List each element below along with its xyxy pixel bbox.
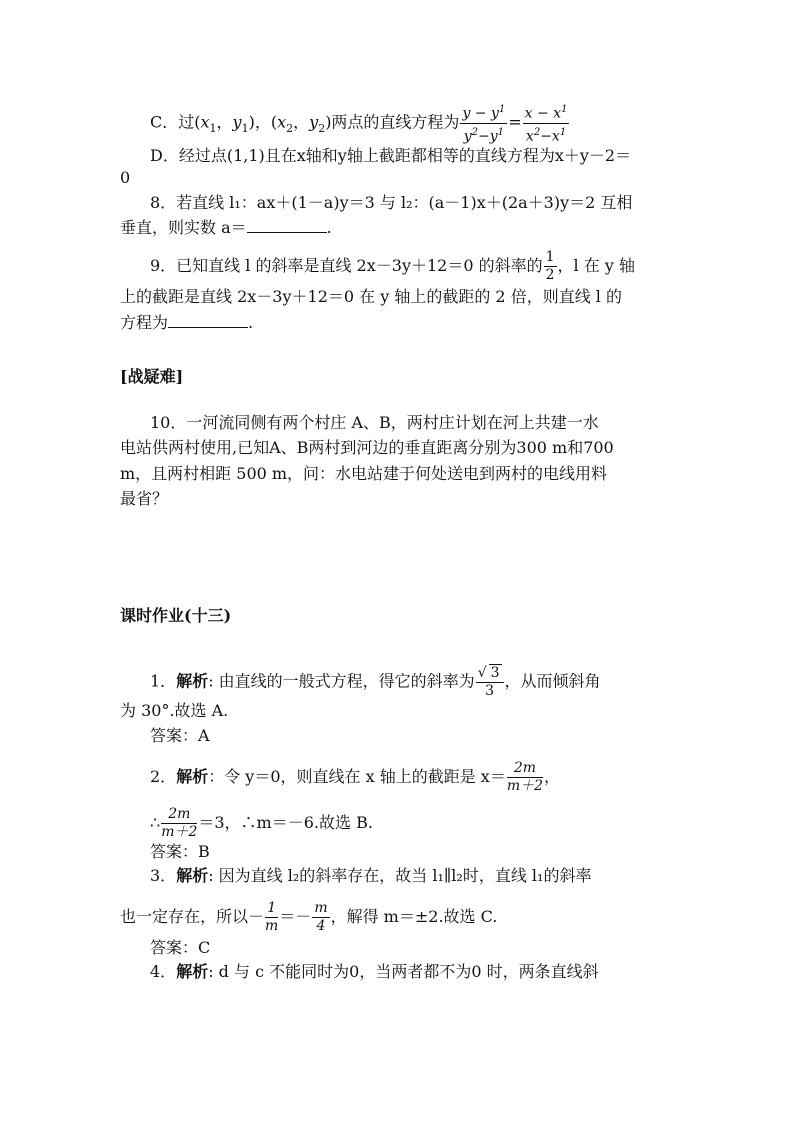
answer-2-text: ：令 y＝0，则直线在 x 轴上的截距是 x＝ <box>208 767 506 786</box>
period: . <box>248 313 254 332</box>
answer-4-text: : d 与 c 不能同时为0，当两者都不为0 时，两条直线斜 <box>208 962 599 981</box>
answer-3-text: : 因为直线 l₂的斜率存在，故当 l₁∥l₂时，直线 l₁的斜率 <box>208 866 592 885</box>
item-number: 2． <box>150 767 177 786</box>
item-number: 4． <box>150 962 177 981</box>
denominator: y <box>463 128 472 145</box>
denominator: 3 <box>485 683 495 699</box>
denominator: m＋2 <box>506 778 544 794</box>
option-c-prefix: C．过( <box>150 112 201 132</box>
answer-1-line2: 为 30°.故选 A. <box>120 701 229 720</box>
var-x2: x <box>277 112 287 132</box>
var-y2: y <box>309 112 319 132</box>
question-8-line1: 8．若直线 l₁：ax＋(1－a)y＝3 与 l₂：(a－1)x＋(2a＋3)y＝2 互相 <box>150 193 633 212</box>
analysis-label: 解析 <box>176 866 209 885</box>
comma: ， <box>544 767 561 786</box>
analysis-label: 解析 <box>176 671 209 691</box>
option-d-line1: D．经过点(1,1)且在x轴和y轴上截距都相等的直线方程为x＋y－2＝ <box>150 146 632 165</box>
question-9-text: 9．已知直线 l 的斜率是直线 2x－3y＋12＝0 的斜率的 <box>150 256 543 275</box>
denominator: 2 <box>545 267 555 283</box>
fraction-y: $\frac{y - y^1}{y^2-y^1}$ <box>460 101 507 145</box>
answer-2-result: 答案：B <box>150 842 210 861</box>
item-number: 3． <box>150 866 177 885</box>
item-number: 1． <box>150 671 177 691</box>
section-heading-homework: 课时作业(十三) <box>120 606 232 625</box>
question-8-line2 <box>120 218 676 238</box>
fraction-2m <box>161 806 197 841</box>
answer-1-result: 答案：A <box>150 726 210 745</box>
equals-sign: = <box>508 112 522 132</box>
answer-1-line1 <box>150 664 676 700</box>
question-9-text: 方程为 <box>120 313 169 332</box>
numerator: 1 <box>265 900 278 918</box>
fraction-2m <box>507 760 543 795</box>
analysis-label: 解析 <box>176 962 209 981</box>
var-x1: x <box>200 112 210 132</box>
numerator: 2m <box>507 760 543 778</box>
section-heading-hard: [战疑难] <box>120 367 184 386</box>
answer-1-text-post: ，从而倾斜角 <box>504 671 601 691</box>
answer-2-line2 <box>150 806 676 841</box>
question-9-line2: 上的截距是直线 2x－3y＋12＝0 在 y 轴上的截距的 2 倍，则直线 l 的 <box>120 287 622 306</box>
denominator: 4 <box>316 918 326 934</box>
answer-3-line2 <box>120 900 676 935</box>
denominator: m <box>265 918 279 934</box>
var-y1: y <box>232 112 242 132</box>
question-9-line1 <box>150 249 676 284</box>
question-10-line1: 10．一河流同侧有两个村庄 A、B，两村庄计划在河上共建一水 <box>150 413 599 432</box>
separator: )，( <box>248 112 278 132</box>
question-10-line4: 最省？ <box>120 489 169 508</box>
answer-4-line1 <box>150 962 676 982</box>
fraction-x: $\frac{x - x^1}{x^2-x^1}$ <box>523 101 570 145</box>
answer-blank <box>168 313 248 328</box>
numerator: 3 <box>490 665 500 681</box>
option-c: C．过($x_1$，$y_1$)，($x_2$，$y_2$)两点的直线方程为 $\frac{y - y^1}{y^2-y^1}$ = $\frac{x - x^1}{x^2-x^1}$ <box>150 101 676 145</box>
numerator: x − x <box>524 105 562 122</box>
numerator: m <box>314 900 328 916</box>
denominator: m＋2 <box>161 824 198 840</box>
question-10-line2: 电站供两村使用,已知A、B两村到河边的垂直距离分别为300 m和700 <box>120 438 614 457</box>
question-8-text: 垂直，则实数 a＝ <box>120 218 247 237</box>
option-d-line2: 0 <box>120 168 131 187</box>
answer-3-result: 答案：C <box>150 938 211 957</box>
therefore-symbol: ∴ <box>150 813 161 832</box>
answer-2-text: ＝3，∴m＝－6.故选 B. <box>198 813 373 832</box>
fraction-half <box>544 249 557 284</box>
comma: ， <box>216 112 233 132</box>
comma: ， <box>293 112 310 132</box>
analysis-label: 解析 <box>176 767 209 786</box>
denominator: x <box>525 128 534 145</box>
question-9-text-post: ，l 在 y 轴 <box>557 256 635 275</box>
period: . <box>326 218 332 237</box>
answer-blank <box>247 218 327 233</box>
answer-3-line1 <box>150 866 676 886</box>
numerator: 2m <box>161 806 197 824</box>
numerator: y − y <box>462 105 499 122</box>
fraction-m-over-4 <box>312 900 329 935</box>
fraction-sqrt3: $\frac{√ 3}{3}$ <box>476 664 504 700</box>
answer-1-text: : 由直线的一般式方程，得它的斜率为 <box>208 671 475 691</box>
option-c-suffix: )两点的直线方程为 <box>325 112 460 132</box>
question-10-line3: m，且两村相距 500 m，问：水电站建于何处送电到两村的电线用料 <box>120 464 608 483</box>
equals-sign: ＝－ <box>279 907 312 926</box>
fraction-1-over-m <box>265 900 278 935</box>
numerator: 1 <box>545 249 555 265</box>
answer-2-line1 <box>150 760 676 795</box>
answer-3-text: 也一定存在，所以－ <box>120 907 265 926</box>
question-9-line3 <box>120 313 676 333</box>
answer-3-text-post: ，解得 m＝±2.故选 C. <box>330 907 498 926</box>
